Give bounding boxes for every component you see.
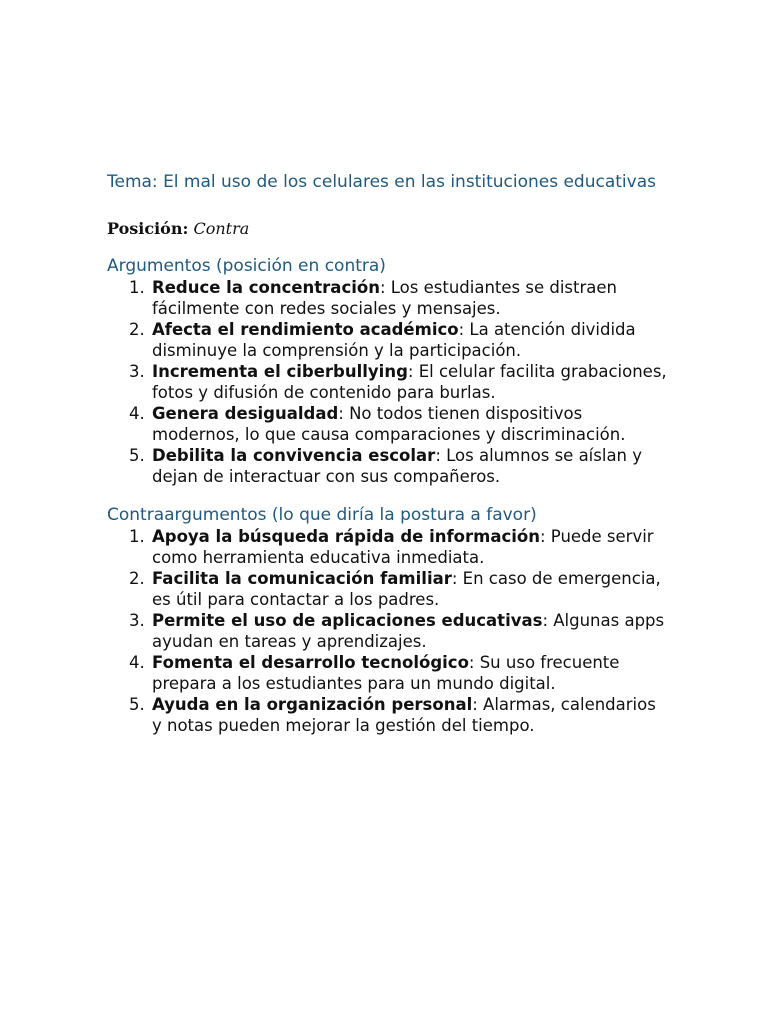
counterargument-item [107,610,667,652]
item-number: 1. [129,527,145,546]
counterarguments-list [107,526,667,736]
position-line [107,219,667,239]
counterargument-item [107,652,667,694]
item-number: 1. [129,278,145,297]
item-text: : Su uso frecuente prepara a los estudiantes para un mundo digital. [152,653,620,693]
item-text: : Algunas apps ayudan en tareas y aprendizajes. [152,611,665,651]
item-text: : Los estudiantes se distraen fácilmente con redes sociales y mensajes. [152,278,617,318]
item-title: Fomenta el desarrollo tecnológico [152,653,469,672]
argument-item [107,403,667,445]
document-page [107,170,667,736]
item-text: : El celular facilita grabaciones, fotos y difusión de contenido para burlas. [152,362,667,402]
item-text: : Alarmas, calendarios y notas pueden mejorar la gestión del tiempo. [152,695,656,735]
item-number: 4. [129,404,145,423]
arguments-heading: Argumentos (posición en contra) [107,256,386,276]
item-title: Debilita la convivencia escolar [152,446,436,465]
counterarguments-heading: Contraargumentos (lo que diría la postura a favor) [107,505,537,525]
argument-item [107,319,667,361]
item-title: Permite el uso de aplicaciones educativas [152,611,543,630]
item-number: 3. [129,362,145,381]
item-title: Genera desigualdad [152,404,339,423]
item-title: Apoya la búsqueda rápida de información [152,527,540,546]
item-number: 2. [129,320,145,339]
arguments-list [107,277,667,487]
item-text: : La atención dividida disminuye la comprensión y la participación. [152,320,636,360]
item-number: 3. [129,611,145,630]
item-number: 5. [129,695,145,714]
position-label: Posición: [107,219,189,238]
position-value: Contra [193,219,250,238]
document-title: Tema: El mal uso de los celulares en las instituciones educativas [107,172,656,192]
counterargument-item [107,694,667,736]
item-number: 4. [129,653,145,672]
argument-item [107,277,667,319]
item-title: Incrementa el ciberbullying [152,362,408,381]
item-number: 5. [129,446,145,465]
item-title: Facilita la comunicación familiar [152,569,452,588]
counterargument-item [107,568,667,610]
item-text: : En caso de emergencia, es útil para contactar a los padres. [152,569,661,609]
item-text: : Puede servir como herramienta educativa inmediata. [152,527,654,567]
item-title: Ayuda en la organización personal [152,695,473,714]
argument-item [107,361,667,403]
argument-item [107,445,667,487]
item-number: 2. [129,569,145,588]
item-title: Afecta el rendimiento académico [152,320,459,339]
counterargument-item [107,526,667,568]
item-text: : Los alumnos se aíslan y dejan de interactuar con sus compañeros. [152,446,643,486]
item-text: : No todos tienen dispositivos modernos, lo que causa comparaciones y discriminación. [152,404,626,444]
item-title: Reduce la concentración [152,278,380,297]
